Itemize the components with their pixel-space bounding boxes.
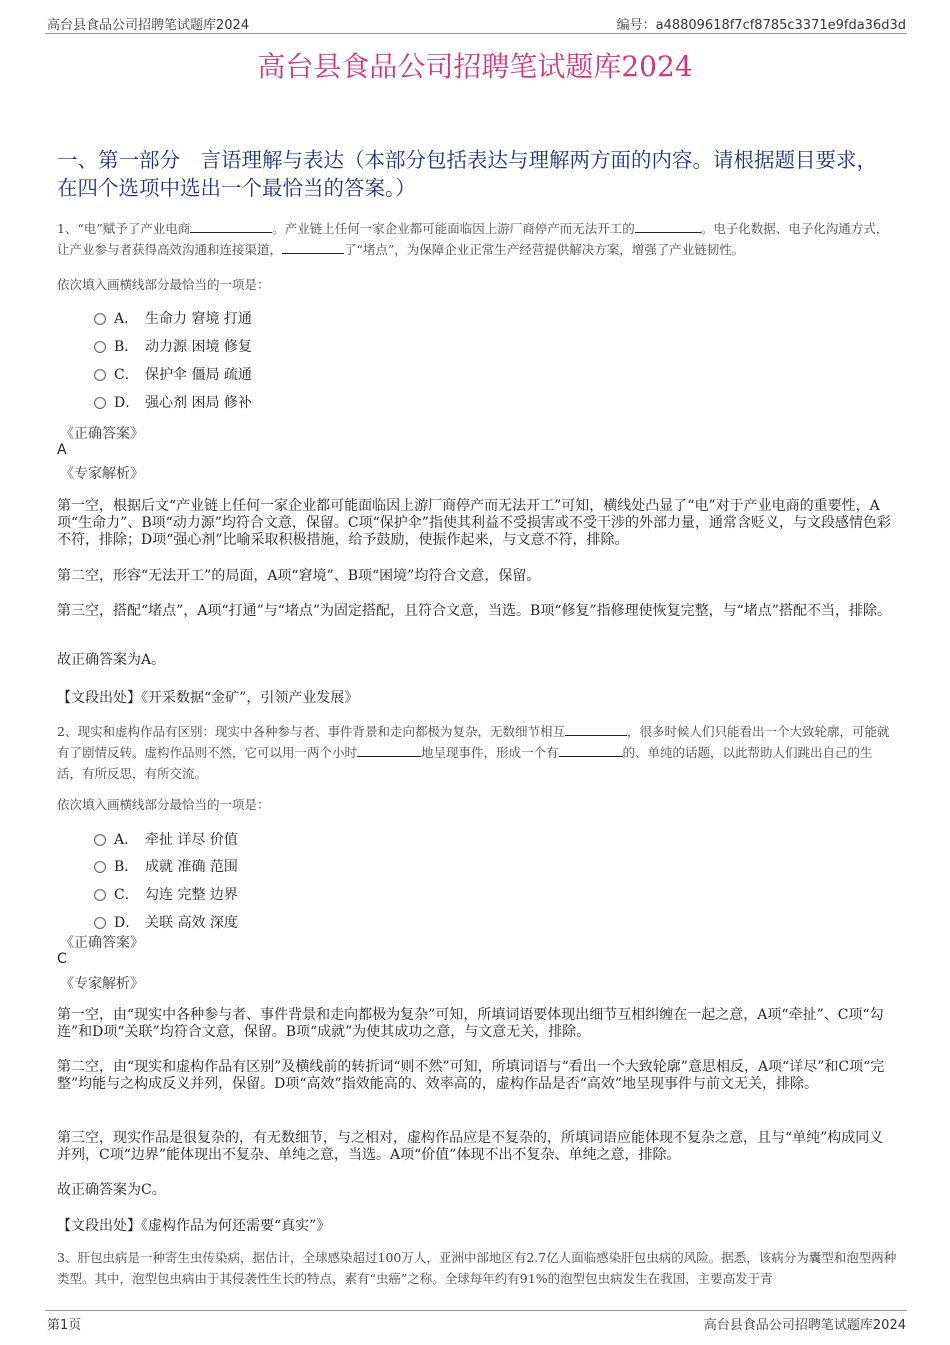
q2-analysis-paragraph: 第二空，由“现实和虚构作品有区别”及横线前的转折词“则不然”可知，所填词语与“看出一个大致轮廓”意思相反，A项“详尽”和C项“完整”均能与之构成反义并列，保留。D项“高效”指效能高的、效率高的，虚构作品是否“高效”地呈现事件与前文无关，排除。 [57,1059,885,1092]
question-2-prompt: 依次填入画横线部分最恰当的一项是： [57,797,270,812]
q1-option-b[interactable]: B． 动力源 困境 修复 [94,337,252,357]
radio-icon[interactable] [94,369,106,381]
q2-analysis-paragraph: 故正确答案为C。 [57,1182,166,1198]
radio-icon[interactable] [94,341,106,353]
header-document-id: 编号：a48809618f7cf8785c3371e9fda36d3d [616,18,906,33]
question-1-prompt: 依次填入画横线部分最恰当的一项是： [57,277,270,292]
question-2-text: 2、现实和虚构作品有区别：现实中各种参与者、事件背景和走向都极为复杂，无数细节相互 ，很多时候人们只能看出一个大致轮廓，可能就有了剧情反转。虚构作品则不然，它可以用一两个小时 地呈现事件，形成一个有 的、单纯的话题，以此帮助人们跳出自己的生活，有所反思，有所交流。 [57,721,897,784]
radio-icon[interactable] [94,917,106,929]
answer-blank [190,218,272,233]
q1-option-d[interactable]: D． 强心剂 困局 修补 [94,393,252,413]
q1-option-a[interactable]: A． 生命力 窘境 打通 [94,309,252,329]
q1-analysis-label: 《专家解析》 [60,466,144,482]
section-heading: 一、第一部分 言语理解与表达（本部分包括表达与理解两方面的内容。请根据题目要求，在四个选项中选出一个最恰当的答案。） [57,148,877,200]
q1-option-c[interactable]: C． 保护伞 僵局 疏通 [94,365,252,385]
answer-blank [282,239,344,254]
q1-analysis-paragraph: 第三空，搭配“堵点”，A项“打通”与“堵点”为固定搭配，且符合文意，当选。B项“修复”指修理使恢复完整，与“堵点”搭配不当，排除。 [57,603,891,619]
answer-blank [635,218,701,233]
footer-title: 高台县食品公司招聘笔试题库2024 [703,1318,906,1333]
q2-option-a[interactable]: A． 牵扯 详尽 价值 [94,830,238,850]
header-divider [45,33,907,34]
q1-analysis-paragraph: 第一空，根据后文“产业链上任何一家企业都可能面临因上游厂商停产而无法开工”可知，横线处凸显了“电”对于产业电商的重要性，A项“生命力”、B项“动力源”均符合文意，保留。C项“保护伞”指使其利益不受损害或不受干涉的外部力量，通常含贬义，与文段感情色彩不符，排除；D项“强心剂”比喻采取积极措施，给予鼓励，使振作起来，与文意不符，排除。 [57,498,891,548]
radio-icon[interactable] [94,397,106,409]
q1-answer-label: 《正确答案》 [60,426,144,442]
q2-analysis-label: 《专家解析》 [60,976,144,992]
header-left-title: 高台县食品公司招聘笔试题库2024 [47,18,250,33]
question-3-text: 3、肝包虫病是一种寄生虫传染病，据估计，全球感染超过100万人，亚洲中部地区有2.7亿人面临感染肝包虫病的风险。据悉，该病分为囊型和泡型两种类型。其中，泡型包虫病由于其侵袭性生长的特点，素有“虫癌”之称。全球每年约有91%的泡型包虫病发生在我国，主要高发于青 [57,1250,897,1286]
q2-answer: C [57,951,67,967]
q2-source: 【文段出处】《虚构作品为何还需要“真实”》 [57,1218,331,1234]
q2-analysis-paragraph: 第三空，现实作品是很复杂的，有无数细节，与之相对，虚构作品应是不复杂的，所填词语应能体现不复杂之意，且与“单纯”构成同义并列，C项“边界”能体现出不复杂、单纯之意，当选。A项“价值”体现不出不复杂、单纯之意，排除。 [57,1130,884,1163]
q2-option-b[interactable]: B． 成就 准确 范围 [94,857,238,877]
page-title: 高台县食品公司招聘笔试题库2024 [257,50,693,83]
q1-analysis-paragraph: 第二空，形容“无法开工”的局面，A项“窘境”、B项“困境”均符合文意，保留。 [57,568,541,584]
q1-analysis-paragraph: 故正确答案为A。 [57,652,166,668]
answer-blank [559,742,623,757]
q2-option-d[interactable]: D． 关联 高效 深度 [94,913,238,933]
q2-option-c[interactable]: C． 勾连 完整 边界 [94,885,238,905]
question-1-text: 1、“电”赋予了产业电商 。产业链上任何一家企业都可能面临因上游厂商停产而无法开工的 。电子化数据、电子化沟通方式，让产业参与者获得高效沟通和连接渠道， 了“堵点”，为保障企业正常生产经营提供解决方案，增强了产业链韧性。 [57,218,897,260]
radio-icon[interactable] [94,834,106,846]
answer-blank [357,742,421,757]
radio-icon[interactable] [94,861,106,873]
q1-answer: A [57,442,67,458]
radio-icon[interactable] [94,889,106,901]
answer-blank [565,721,627,736]
q2-analysis-paragraph: 第一空，由“现实中各种参与者、事件背景和走向都极为复杂”可知，所填词语要体现出细节互相纠缠在一起之意，A项“牵扯”、C项“勾连”和D项“关联”均符合文意，保留。B项“成就”为使其成功之意，与文意无关，排除。 [57,1007,884,1040]
q2-answer-label: 《正确答案》 [60,935,144,951]
footer-divider [45,1310,907,1311]
radio-icon[interactable] [94,313,106,325]
q1-source: 【文段出处】《开采数据“金矿”，引领产业发展》 [57,690,359,706]
page-number: 第1页 [47,1318,82,1333]
